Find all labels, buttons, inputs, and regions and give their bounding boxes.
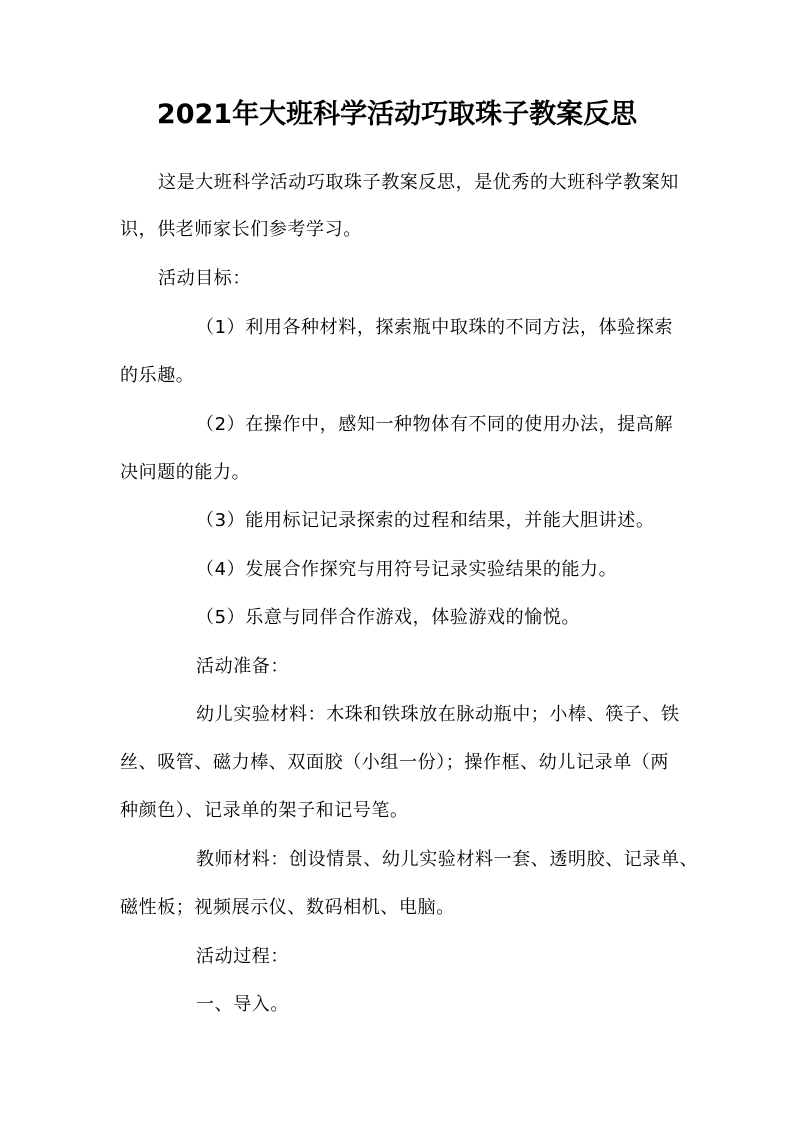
prep-2-line-2: 磁性板；视频展示仪、数码相机、电脑。 <box>120 897 455 918</box>
prep-heading: 活动准备： <box>196 656 289 677</box>
goal-2-line-1: （2）在操作中，感知一种物体有不同的使用办法，提高解 <box>196 414 674 435</box>
prep-1-line-1: 幼儿实验材料：木珠和铁珠放在脉动瓶中；小棒、筷子、铁 <box>196 704 680 725</box>
intro-line-2: 识，供老师家长们参考学习。 <box>120 219 362 240</box>
goals-heading: 活动目标： <box>158 268 251 289</box>
prep-2-line-1: 教师材料：创设情景、幼儿实验材料一套、透明胶、记录单、 <box>196 849 699 870</box>
page-title: 2021年大班科学活动巧取珠子教案反思 <box>156 99 638 130</box>
intro-line-1: 这是大班科学活动巧取珠子教案反思，是优秀的大班科学教案知 <box>158 172 679 193</box>
process-step-1: 一、导入。 <box>196 994 289 1015</box>
goal-1-line-2: 的乐趣。 <box>120 365 195 386</box>
prep-1-line-3: 种颜色）、记录单的架子和记号笔。 <box>120 800 409 821</box>
goal-1-line-1: （1）利用各种材料，探索瓶中取珠的不同方法，体验探索 <box>196 317 674 338</box>
prep-1-line-2: 丝、吸管、磁力棒、双面胶（小组一份）；操作框、幼儿记录单（两 <box>120 752 669 773</box>
goal-5: （5）乐意与同伴合作游戏，体验游戏的愉悦。 <box>196 607 581 628</box>
goal-2-line-2: 决问题的能力。 <box>120 462 251 483</box>
goal-3: （3）能用标记记录探索的过程和结果，并能大胆讲述。 <box>196 510 655 531</box>
goal-4: （4）发展合作探究与用符号记录实验结果的能力。 <box>196 559 618 580</box>
process-heading: 活动过程： <box>196 946 289 967</box>
